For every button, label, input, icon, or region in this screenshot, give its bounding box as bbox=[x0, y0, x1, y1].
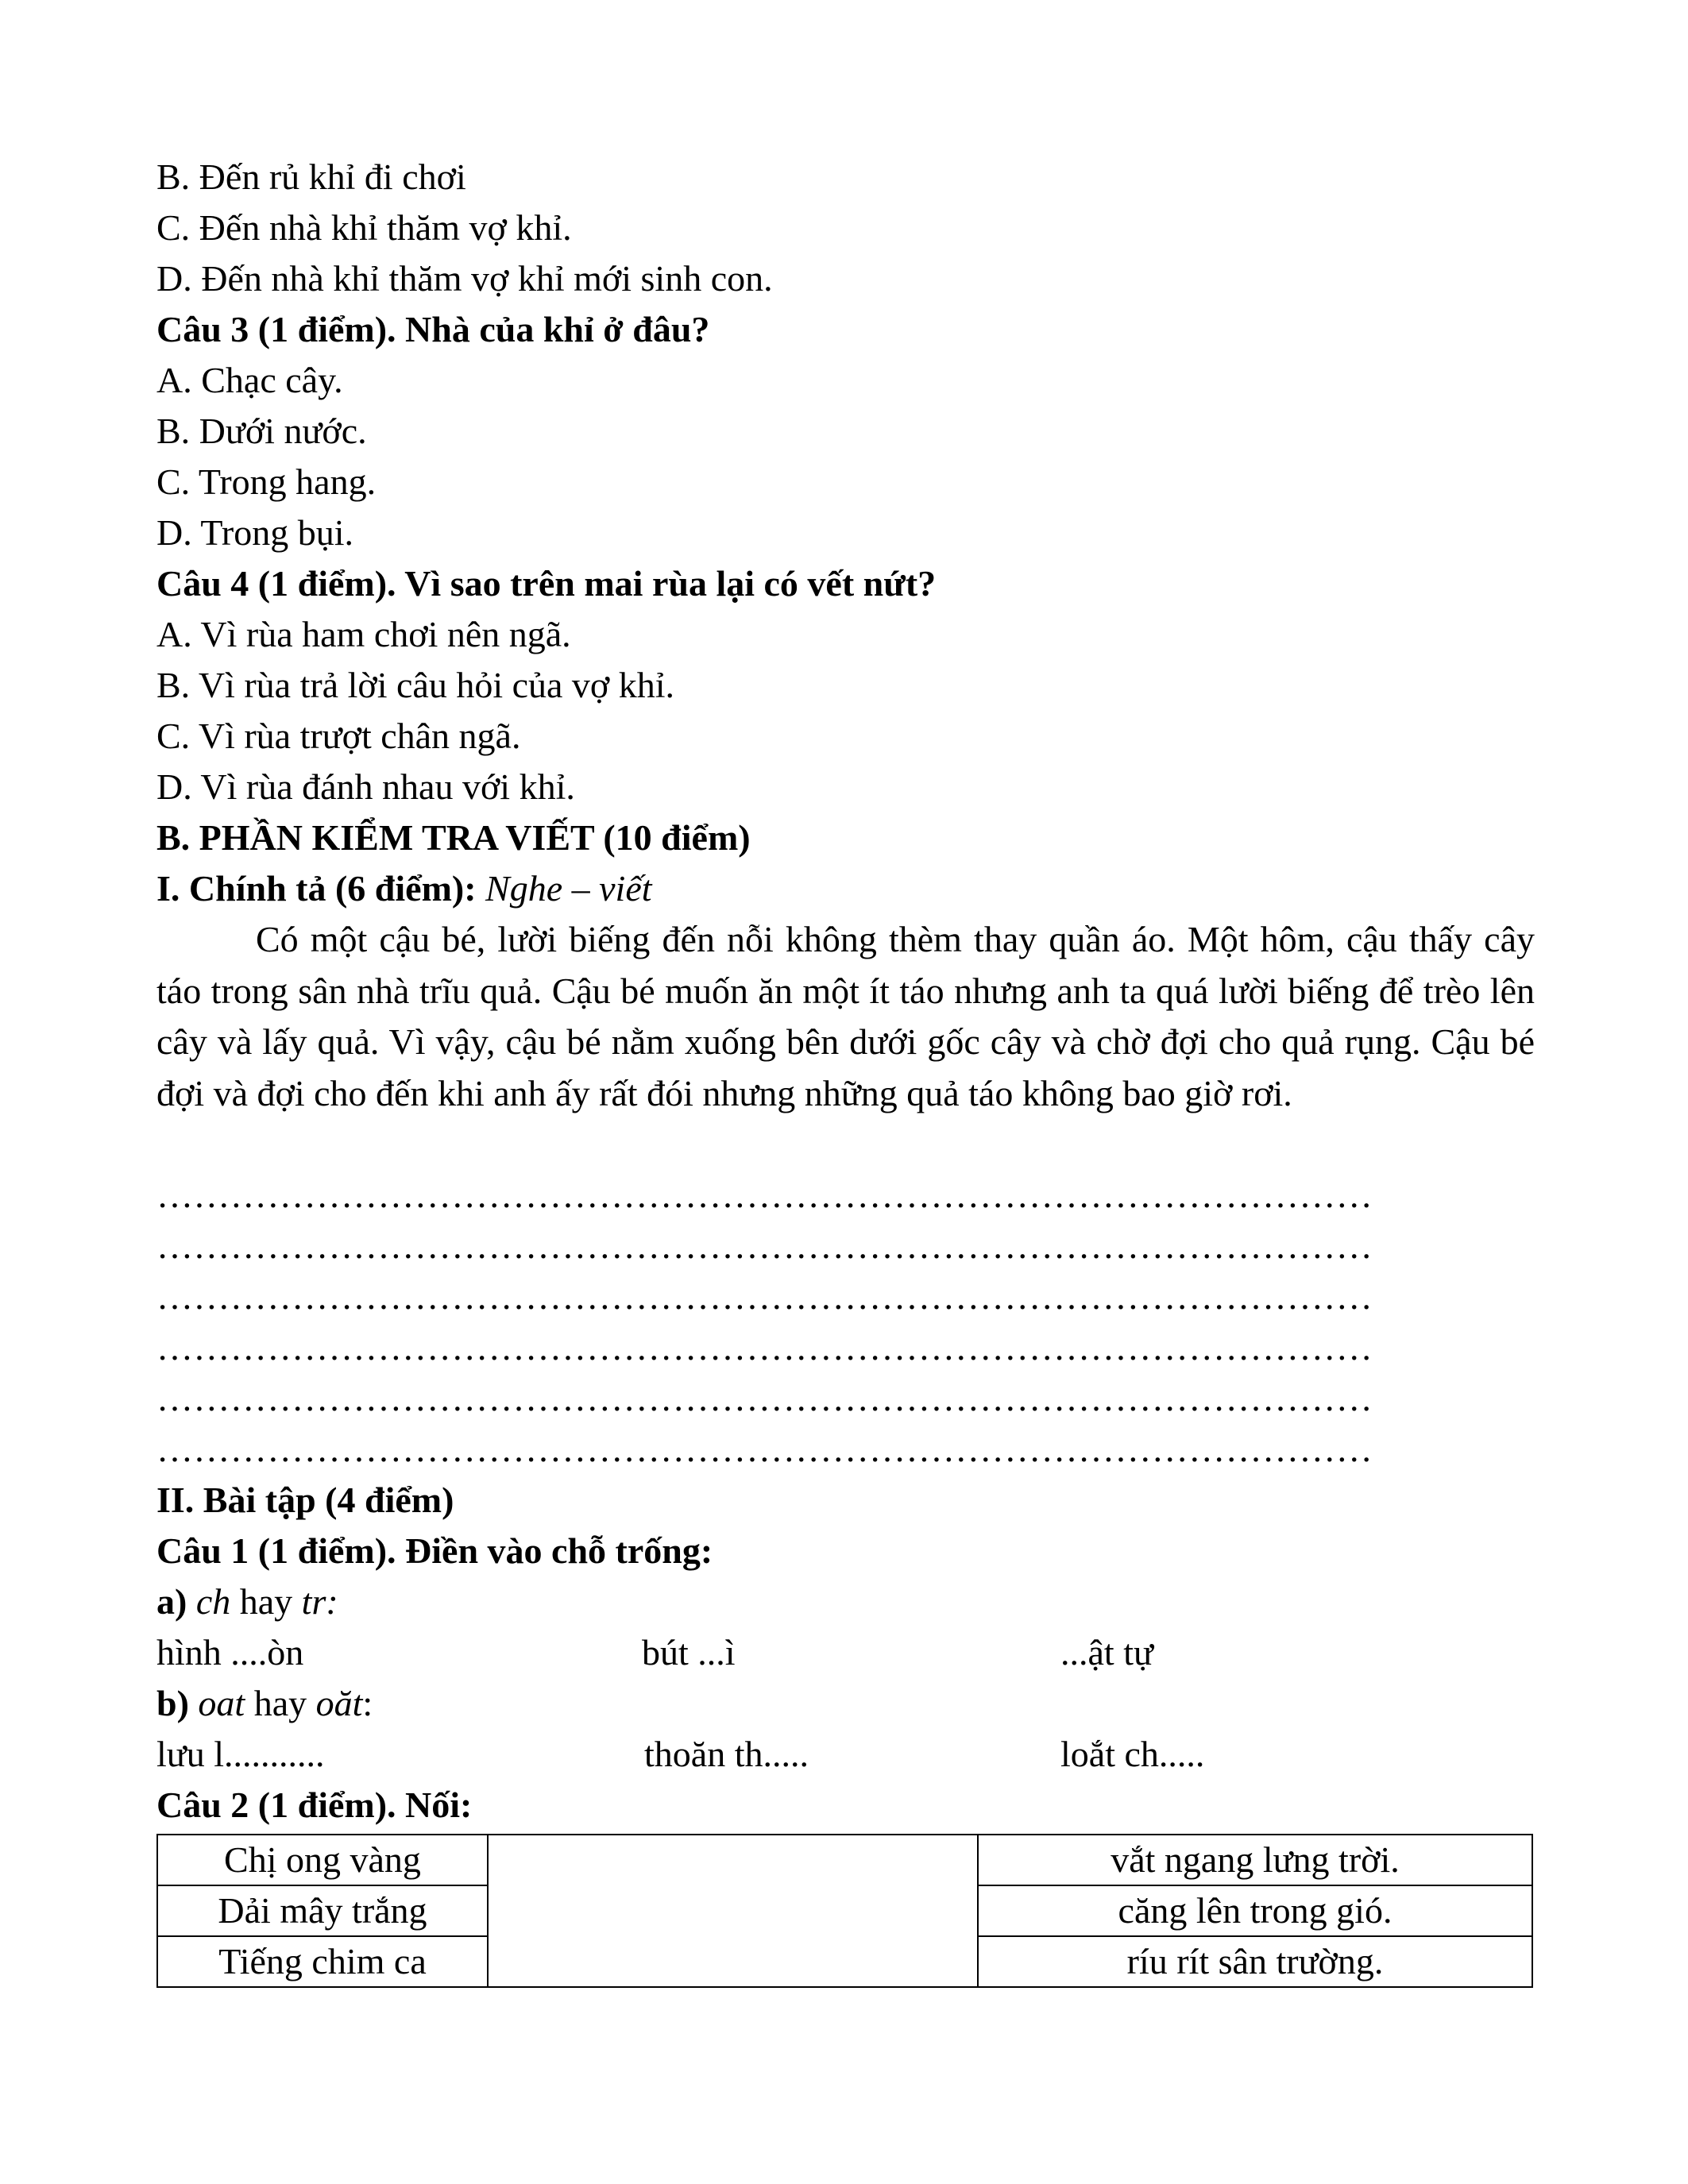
question-4-option-d: D. Vì rùa đánh nhau với khỉ. bbox=[156, 766, 575, 807]
chinh-ta-heading bbox=[156, 863, 652, 914]
exercise-1b-word-1: lưu l........... bbox=[156, 1734, 325, 1774]
section-b-title: B. PHẦN KIỂM TRA VIẾT (10 điểm) bbox=[156, 817, 751, 858]
matching-left-cell: Tiếng chim ca bbox=[157, 1936, 488, 1987]
question-3-option-c: C. Trong hang. bbox=[156, 461, 377, 502]
exercise-1a-instruction bbox=[156, 1576, 338, 1627]
question-4-option-a: A. Vì rùa ham chơi nên ngã. bbox=[156, 614, 571, 654]
matching-right-cell: vắt ngang lưng trời. bbox=[978, 1835, 1532, 1885]
exercises-title: II. Bài tập (4 điểm) bbox=[156, 1480, 454, 1520]
dictation-passage-text: Có một cậu bé, lười biếng đến nỗi không thèm thay quần áo. Một hôm, cậu thấy cây táo trong sân nhà trĩu quả. Cậu bé muốn ăn một ít táo nhưng anh ta quá lười biếng để trèo lên cây và lấy quả. Vì vậy, cậu bé nằm xuống bên dưới gốc cây và chờ đợi cho quả rụng. Cậu bé đợi và đợi cho đến khi anh ấy rất đói nhưng những quả táo không bao giờ rơi. bbox=[156, 919, 1535, 1113]
exercise-1a-option-2: tr: bbox=[301, 1581, 338, 1622]
matching-table bbox=[156, 1834, 1533, 1988]
exercise-1b-word-3: loắt ch..... bbox=[1060, 1734, 1205, 1774]
matching-blank-cell bbox=[488, 1835, 978, 1987]
table-row bbox=[157, 1835, 1532, 1885]
question-4-option-c: C. Vì rùa trượt chân ngã. bbox=[156, 716, 521, 756]
matching-left-cell: Chị ong vàng bbox=[157, 1835, 488, 1885]
matching-right-cell: căng lên trong gió. bbox=[978, 1885, 1532, 1936]
exercise-1b-option-1: oat bbox=[198, 1683, 245, 1723]
chinh-ta-mode: Nghe – viết bbox=[485, 868, 652, 909]
answer-option-d: D. Đến nhà khỉ thăm vợ khỉ mới sinh con. bbox=[156, 258, 773, 299]
answer-option-b: B. Đến rủ khỉ đi chơi bbox=[156, 156, 466, 197]
chinh-ta-label: I. Chính tả (6 điểm): bbox=[156, 868, 477, 909]
exercise-1b-option-2: oăt bbox=[315, 1683, 363, 1723]
question-3-option-d: D. Trong bụi. bbox=[156, 512, 353, 553]
question-3-title: Câu 3 (1 điểm). Nhà của khỉ ở đâu? bbox=[156, 309, 710, 349]
exercise-1a-word-1: hình ....òn bbox=[156, 1632, 304, 1673]
writing-line-3: ……………………………………………………………………………………… bbox=[156, 1276, 1373, 1317]
exercise-1b-colon: : bbox=[362, 1683, 373, 1723]
exercise-1a-hay: hay bbox=[239, 1581, 293, 1622]
exercise-1b-label: b) bbox=[156, 1683, 189, 1723]
exercise-1-title: Câu 1 (1 điểm). Điền vào chỗ trống: bbox=[156, 1530, 713, 1571]
exercise-2-title: Câu 2 (1 điểm). Nối: bbox=[156, 1785, 473, 1825]
dictation-passage bbox=[156, 914, 1535, 1119]
writing-line-4: ……………………………………………………………………………………… bbox=[156, 1327, 1373, 1368]
exercise-1b-hay: hay bbox=[253, 1683, 307, 1723]
question-3-option-b: B. Dưới nước. bbox=[156, 411, 367, 451]
exercise-1a-label: a) bbox=[156, 1581, 187, 1622]
writing-line-6: ……………………………………………………………………………………… bbox=[156, 1429, 1373, 1469]
writing-line-1: ……………………………………………………………………………………… bbox=[156, 1175, 1373, 1215]
question-4-title: Câu 4 (1 điểm). Vì sao trên mai rùa lại có vết nứt? bbox=[156, 563, 937, 604]
exercise-1a-word-2: bút ...ì bbox=[642, 1632, 736, 1673]
exercise-1a-word-3: ...ật tự bbox=[1060, 1632, 1153, 1673]
matching-left-cell: Dải mây trắng bbox=[157, 1885, 488, 1936]
exercise-1b-word-2: thoăn th..... bbox=[644, 1734, 809, 1774]
question-3-option-a: A. Chạc cây. bbox=[156, 360, 343, 400]
exercise-1b-instruction bbox=[156, 1678, 373, 1729]
writing-line-5: ……………………………………………………………………………………… bbox=[156, 1378, 1373, 1418]
matching-right-cell: ríu rít sân trường. bbox=[978, 1936, 1532, 1987]
answer-option-c: C. Đến nhà khỉ thăm vợ khỉ. bbox=[156, 207, 572, 248]
writing-line-2: ……………………………………………………………………………………… bbox=[156, 1225, 1373, 1266]
exercise-1a-option-1: ch bbox=[195, 1581, 231, 1622]
question-4-option-b: B. Vì rùa trả lời câu hỏi của vợ khỉ. bbox=[156, 665, 675, 705]
